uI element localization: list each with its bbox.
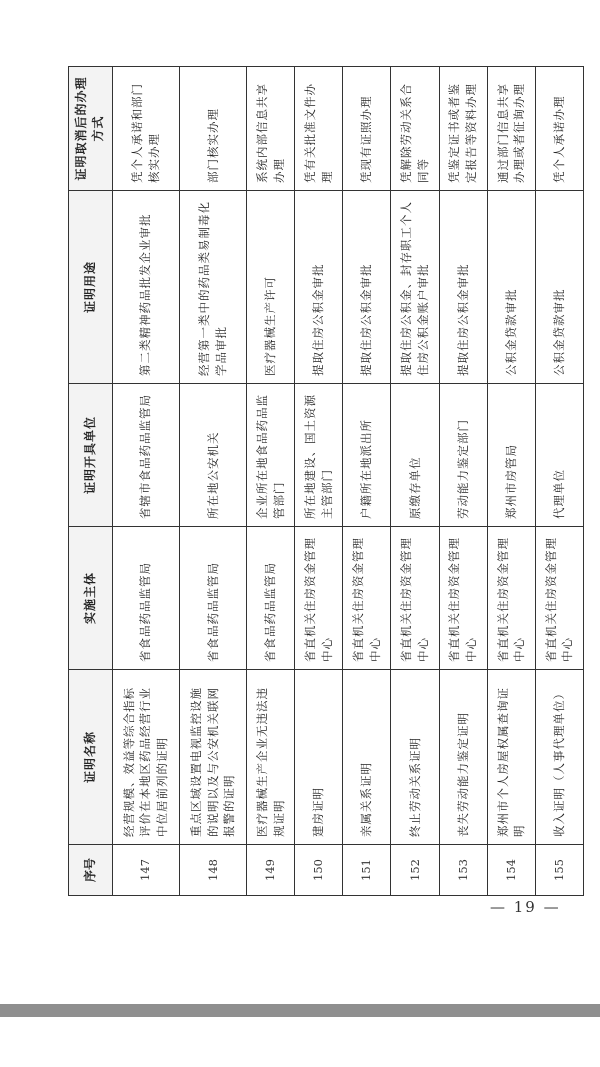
cell-no: 147 xyxy=(112,845,179,896)
cell-issuer: 代理单位 xyxy=(535,384,583,527)
cell-method: 凭个人承诺办理 xyxy=(535,67,583,191)
cell-name: 终止劳动关系证明 xyxy=(391,670,439,845)
cell-subject: 省直机关住房资金管理中心 xyxy=(343,527,391,670)
cell-method: 系统内部信息共享办理 xyxy=(246,67,294,191)
header-name: 证明名称 xyxy=(69,670,113,845)
cell-use: 提取住房公积金审批 xyxy=(343,191,391,384)
cell-method: 凭有关批准文件办理 xyxy=(295,67,343,191)
cell-issuer: 企业所在地食品药品监管部门 xyxy=(246,384,294,527)
cell-method: 凭现有证照办理 xyxy=(343,67,391,191)
table-row xyxy=(535,67,583,896)
cell-method: 凭解除劳动关系合同等 xyxy=(391,67,439,191)
cell-no: 152 xyxy=(391,845,439,896)
cell-subject: 省食品药品监管局 xyxy=(246,527,294,670)
cell-method: 凭鉴定证书或者鉴定报告等资料办理 xyxy=(439,67,487,191)
table-row xyxy=(179,67,246,896)
cell-use: 公积金贷款审批 xyxy=(487,191,535,384)
cell-no: 150 xyxy=(295,845,343,896)
cell-name: 亲属关系证明 xyxy=(343,670,391,845)
header-no: 序号 xyxy=(69,845,113,896)
cell-issuer: 所在地建设、国土资源主管部门 xyxy=(295,384,343,527)
cell-issuer: 省辖市食品药品监管局 xyxy=(112,384,179,527)
cell-subject: 省食品药品监管局 xyxy=(179,527,246,670)
header-issuer: 证明开具单位 xyxy=(69,384,113,527)
header-method: 证明取消后的办理方式 xyxy=(69,67,113,191)
cell-name: 收入证明（人事代理单位） xyxy=(535,670,583,845)
cell-subject: 省食品药品监管局 xyxy=(112,527,179,670)
table-row xyxy=(343,67,391,896)
table-header-row xyxy=(69,67,113,896)
cell-subject: 省直机关住房资金管理中心 xyxy=(535,527,583,670)
cell-name: 丧失劳动能力鉴定证明 xyxy=(439,670,487,845)
document-page xyxy=(68,66,584,896)
cell-no: 149 xyxy=(246,845,294,896)
table-row xyxy=(391,67,439,896)
cell-no: 154 xyxy=(487,845,535,896)
cell-subject: 省直机关住房资金管理中心 xyxy=(295,527,343,670)
cell-use: 公积金贷款审批 xyxy=(535,191,583,384)
cell-subject: 省直机关住房资金管理中心 xyxy=(439,527,487,670)
cell-use: 提取住房公积金、封存职工个人住房公积金账户审批 xyxy=(391,191,439,384)
cell-use: 经营第一类中的药品类易制毒化学品审批 xyxy=(179,191,246,384)
certificate-table xyxy=(68,66,584,896)
cell-name: 医疗器械生产企业无违法违规证明 xyxy=(246,670,294,845)
cell-no: 151 xyxy=(343,845,391,896)
table-row xyxy=(439,67,487,896)
cell-no: 148 xyxy=(179,845,246,896)
cell-issuer: 原缴存单位 xyxy=(391,384,439,527)
cell-subject: 省直机关住房资金管理中心 xyxy=(391,527,439,670)
rotated-table-wrapper xyxy=(68,66,584,896)
table-row xyxy=(246,67,294,896)
cell-name: 建房证明 xyxy=(295,670,343,845)
cell-name: 郑州市个人房屋权属查询证明 xyxy=(487,670,535,845)
table-row xyxy=(487,67,535,896)
cell-issuer: 所在地公安机关 xyxy=(179,384,246,527)
cell-use: 提取住房公积金审批 xyxy=(295,191,343,384)
header-use: 证明用途 xyxy=(69,191,113,384)
cell-issuer: 户籍所在地派出所 xyxy=(343,384,391,527)
header-subject: 实施主体 xyxy=(69,527,113,670)
cell-use: 提取住房公积金审批 xyxy=(439,191,487,384)
cell-name: 经营规模、效益等综合指标评价在本地区药品经营行业中位居前列的证明 xyxy=(112,670,179,845)
cell-use: 第二类精神药品批发企业审批 xyxy=(112,191,179,384)
table-row xyxy=(295,67,343,896)
footer-band xyxy=(0,1004,600,1017)
cell-method: 通过部门信息共享办理或者征询办理 xyxy=(487,67,535,191)
cell-no: 155 xyxy=(535,845,583,896)
cell-method: 凭个人承诺和部门核实办理 xyxy=(112,67,179,191)
cell-method: 部门核实办理 xyxy=(179,67,246,191)
cell-subject: 省直机关住房资金管理中心 xyxy=(487,527,535,670)
cell-name: 重点区域设置电视监控设施的说明以及与公安机关联网报警的证明 xyxy=(179,670,246,845)
page-number: — 19 — xyxy=(490,898,561,916)
cell-use: 医疗器械生产许可 xyxy=(246,191,294,384)
cell-issuer: 劳动能力鉴定部门 xyxy=(439,384,487,527)
cell-no: 153 xyxy=(439,845,487,896)
table-row xyxy=(112,67,179,896)
cell-issuer: 郑州市房管局 xyxy=(487,384,535,527)
